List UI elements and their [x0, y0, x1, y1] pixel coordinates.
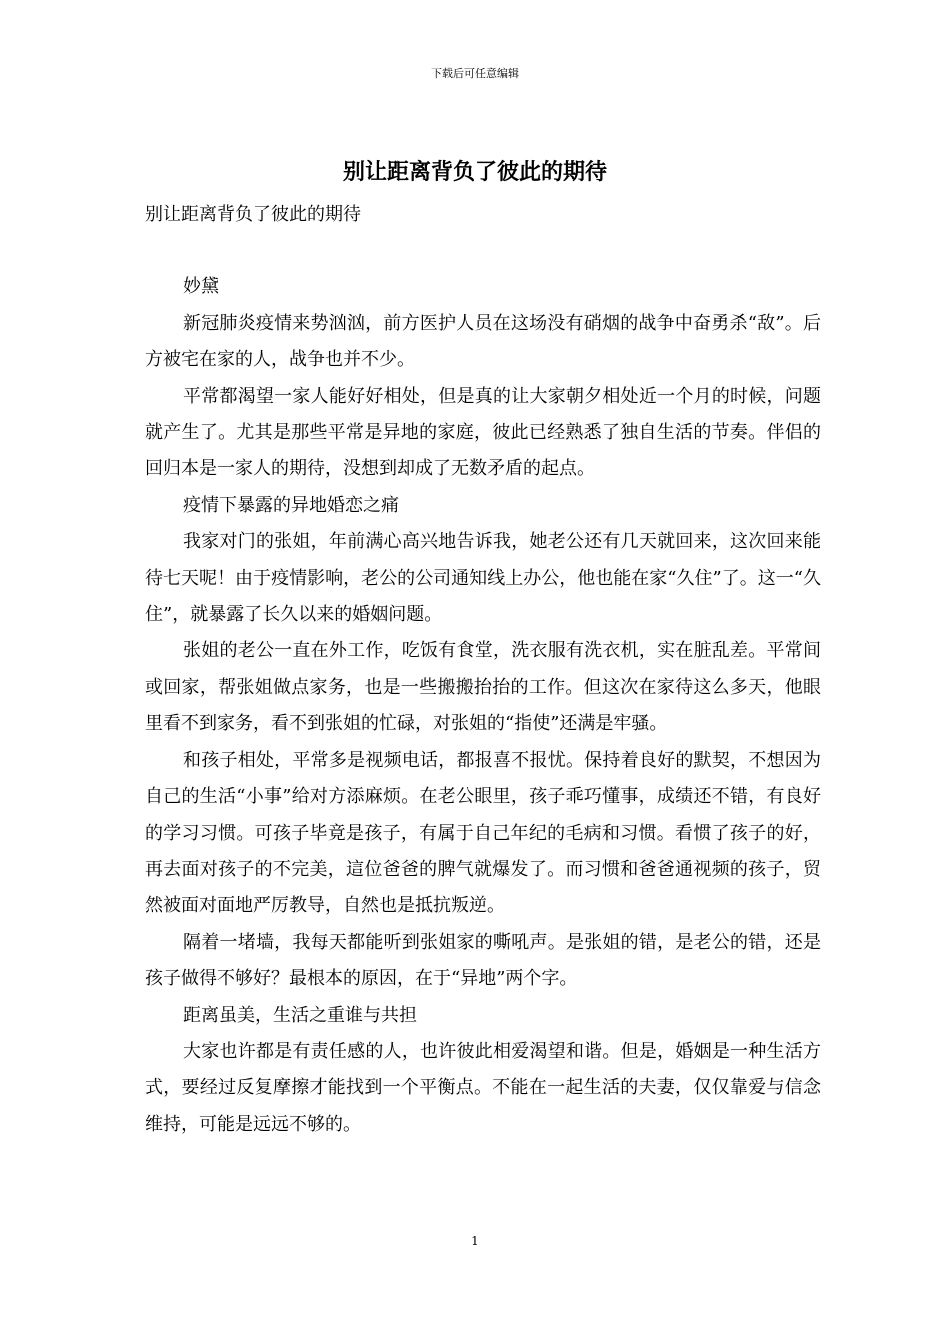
section-heading: 疫情下暴露的异地婚恋之痛 [183, 494, 399, 516]
body-paragraph: 大家也许都是有责任感的人，也许彼此相爱渴望和谐。但是，婚姻是一种生活方式，要经过反复摩擦才能找到一个平衡点。不能在一起生活的夫妻，仅仅靠爱与信念维持，可能是远远不够的。 [145, 1040, 821, 1135]
body-paragraph: 隔着一堵墙，我每天都能听到张姐家的嘶吼声。是张姐的错，是老公的错，还是孩子做得不够好？最根本的原因，在于“异地”两个字。 [145, 931, 821, 990]
document-title: 别让距离背负了彼此的期待 [342, 159, 607, 185]
body-paragraph: 张姐的老公一直在外工作，吃饭有食堂，洗衣服有洗衣机，实在脏乱差。平常间或回家，帮张姐做点家务，也是一些搬搬抬抬的工作。但这次在家待这么多天，他眼里看不到家务，看不到张姐的忙碌，对张姐的“指使”还满是牢骚。 [145, 640, 821, 735]
body-paragraph: 和孩子相处，平常多是视频电话，都报喜不报忧。保持着良好的默契，不想因为自己的生活“小事”给对方添麻烦。在老公眼里，孩子乖巧懂事，成绩还不错，有良好的学习习惯。可孩子毕竟是孩子，有属于自己年纪的毛病和习惯。看惯了孩子的好，再去面对孩子的不完美，這位爸爸的脾气就爆发了。而习惯和爸爸通视频的孩子，贸然被面对面地严厉教导，自然也是抵抗叛逆。 [145, 749, 821, 917]
page-number: 1 [471, 1234, 479, 1248]
header-note: 下载后可任意编辑 [431, 67, 519, 80]
author-line: 妙黛 [183, 276, 219, 298]
document-body [145, 197, 821, 1143]
body-paragraph: 我家对门的张姐，年前满心高兴地告诉我，她老公还有几天就回来，这次回来能待七天呢！由于疫情影响，老公的公司通知线上办公，他也能在家“久住”了。这一“久住”，就暴露了长久以来的婚姻问题。 [145, 531, 821, 626]
body-paragraph: 新冠肺炎疫情来势汹汹，前方医护人员在这场没有硝烟的战争中奋勇杀“敌”。后方被宅在家的人，战争也并不少。 [145, 312, 821, 371]
body-paragraph: 平常都渴望一家人能好好相处，但是真的让大家朝夕相处近一个月的时候，问题就产生了。尤其是那些平常是异地的家庭，彼此已经熟悉了独自生活的节奏。伴侣的回归本是一家人的期待，没想到却成了无数矛盾的起点。 [145, 385, 821, 480]
section-heading: 距离虽美，生活之重谁与共担 [183, 1004, 417, 1026]
subtitle-paragraph: 别让距离背负了彼此的期待 [145, 204, 361, 225]
